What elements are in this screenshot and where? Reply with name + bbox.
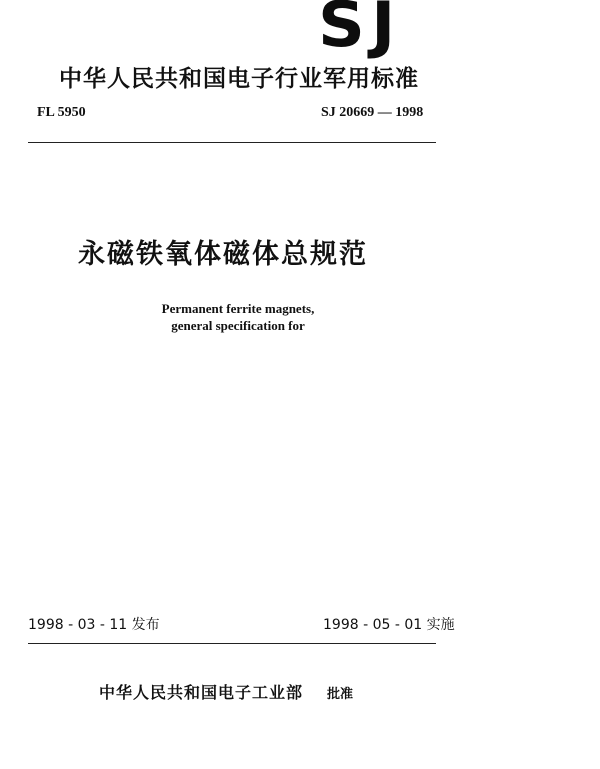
approving-authority: 中华人民共和国电子工业部 (99, 683, 304, 702)
issuing-organization-header: 中华人民共和国电子行业军用标准 (59, 66, 419, 92)
top-divider (28, 142, 436, 143)
approval-label: 批准 (327, 687, 354, 702)
issue-date: 1998 - 03 - 11 发布 (28, 617, 160, 633)
implementation-date: 1998 - 05 - 01 实施 (323, 617, 455, 633)
bottom-divider (28, 643, 436, 644)
classification-code: FL 5950 (37, 105, 86, 120)
document-title-english-line1: Permanent ferrite magnets, (161, 301, 315, 316)
sj-logo: SJ (318, 0, 402, 61)
standard-number: SJ 20669 — 1998 (321, 105, 424, 120)
document-title-chinese: 永磁铁氧体磁体总规范 (78, 239, 368, 270)
document-title-english-line2: general specification for (171, 318, 305, 333)
